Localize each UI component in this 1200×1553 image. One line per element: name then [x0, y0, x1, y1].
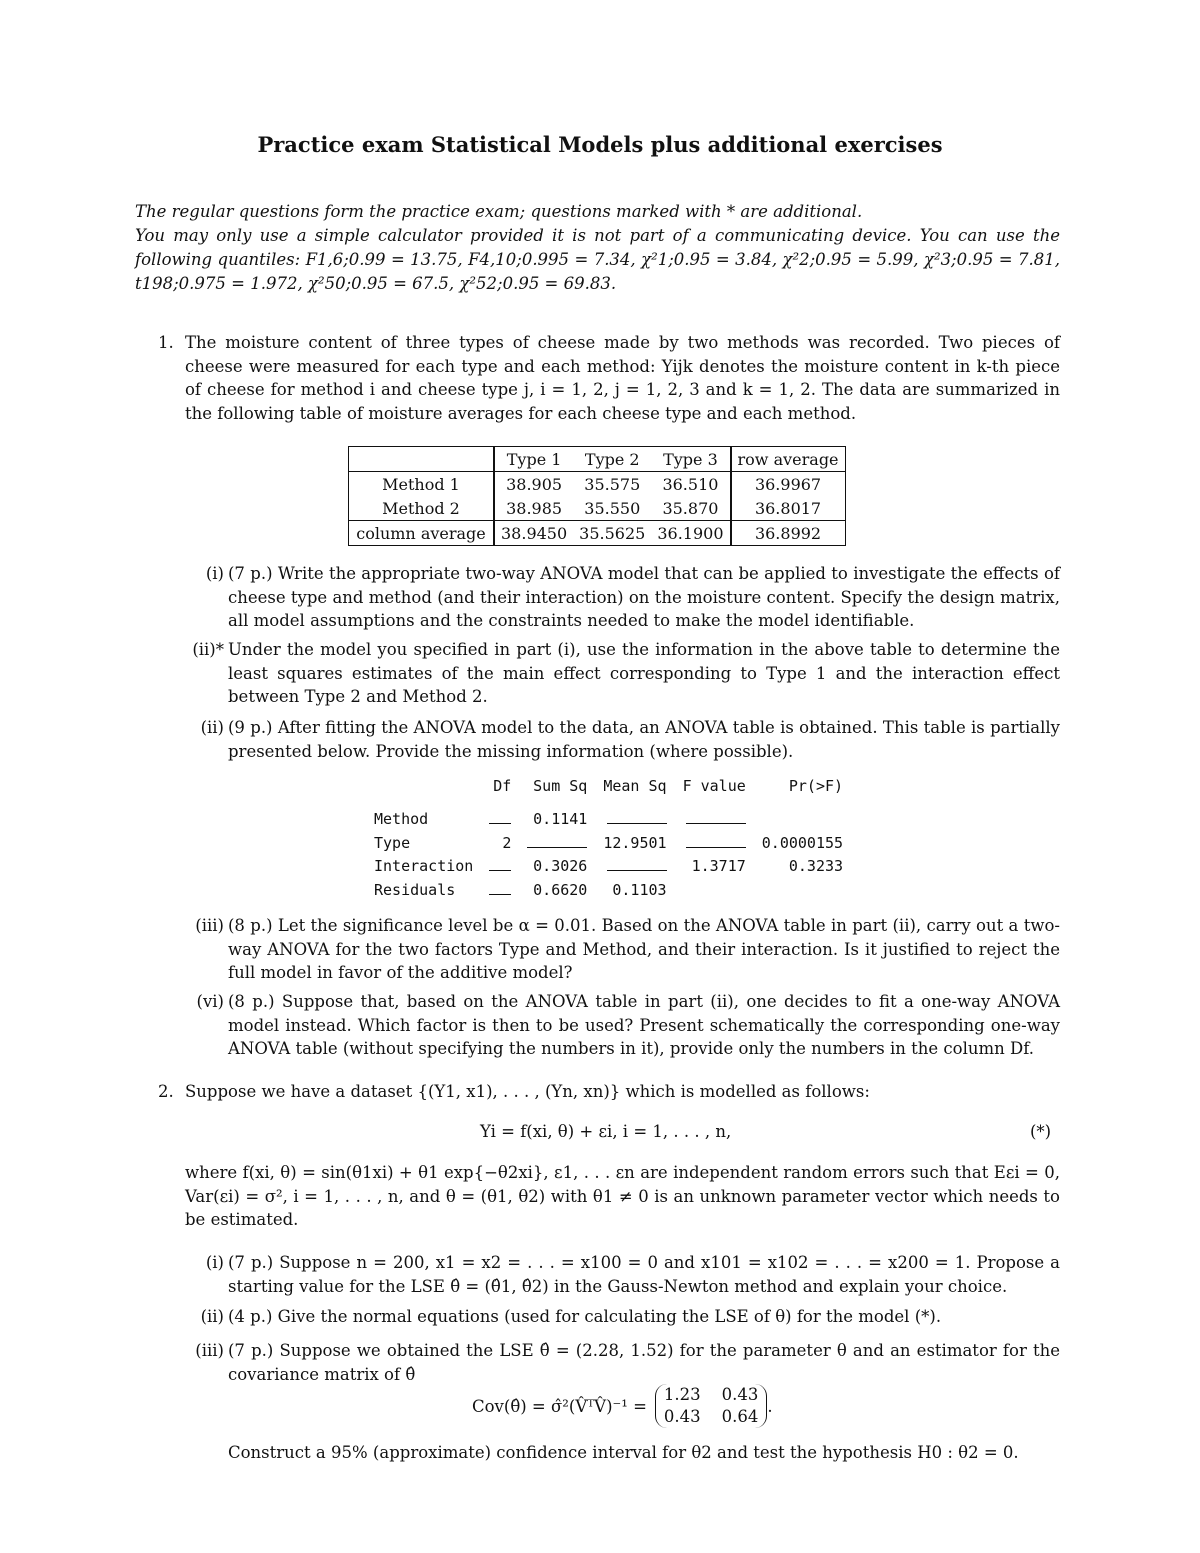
q1-part-ii: [178, 716, 1060, 763]
table-row: [349, 521, 846, 546]
table-cell: 36.510: [651, 472, 730, 497]
equation-tag: (*): [1030, 1122, 1052, 1141]
table-header: row average: [731, 447, 846, 472]
anova-blank: [481, 878, 519, 902]
anova-blank: [519, 831, 595, 855]
table-cell: column average: [349, 521, 495, 546]
part-text: Under the model you specified in part (i), use the information in the above table to determine the least squares estimates of the main effect corresponding to Type 1 and the interaction effect between Type 2 and Method 2.: [228, 640, 1060, 706]
moisture-table: [348, 446, 846, 546]
anova-cell: [675, 878, 754, 902]
anova-header: F value: [682, 776, 746, 795]
anova-blank: [675, 831, 754, 855]
part-text: (7 p.) Write the appropriate two-way ANOVA model that can be applied to investigate the effects of cheese type and method (and their interaction) on the moisture content. Specify the design matrix, all model assumptions and the constraints needed to make the model identifiable.: [228, 564, 1060, 630]
covariance-equation: [472, 1384, 773, 1428]
cov-lhs: Cov(θ̂) = σ̂²(V̂ᵀV̂)⁻¹ =: [472, 1396, 647, 1416]
part-text: (8 p.) Let the significance level be α = 0.01. Based on the ANOVA table in part (ii), carry out a two-way ANOVA for the two factors Type and Method, and their interaction. Is it justified to reject the full model in favor of the additive model?: [228, 916, 1060, 982]
anova-blank: [595, 855, 674, 879]
part-label: (vi): [196, 992, 224, 1011]
anova-header: Sum Sq: [533, 776, 588, 795]
part-label: (iii): [195, 1341, 224, 1360]
anova-cell: 0.3026: [533, 857, 588, 876]
table-row: [349, 496, 846, 521]
anova-blank: [595, 808, 674, 832]
question-2: [158, 1080, 1060, 1104]
question-number: 1.: [158, 333, 174, 352]
matrix-cell: 0.43: [663, 1407, 701, 1426]
q2-part-ii: [178, 1305, 1060, 1329]
q2-part-i: [178, 1251, 1060, 1298]
intro-text: [135, 200, 1060, 296]
table-header: [349, 447, 495, 472]
intro-line-1: The regular questions form the practice exam; questions marked with * are additional.: [135, 202, 863, 221]
anova-cell: 0.0000155: [761, 833, 844, 852]
q1-part-vi: [178, 990, 1060, 1061]
table-cell: 36.1900: [651, 521, 730, 546]
part-label: (iii): [195, 916, 224, 935]
anova-cell: 0.3233: [788, 857, 844, 876]
intro-line-2: You may only use a simple calculator provided it is not part of a communicating device. You can use the following quantiles:: [135, 226, 1060, 269]
anova-cell: 1.3717: [691, 857, 746, 876]
where-text: where f(xi, θ) = sin(θ1xi) + θ1 exp{−θ2xi}, ε1, . . . εn are independent random errors such that Eεi = 0, Var(εi) = σ², i = 1, . . . , n, and θ = (θ1, θ2) with θ1 ≠ 0 is an unknown parameter vector which needs to be estimated.: [185, 1163, 1060, 1229]
table-cell: 36.8017: [731, 496, 846, 521]
table-cell: 36.8992: [731, 521, 846, 546]
anova-cell: 0.1103: [612, 880, 667, 899]
question-1: [158, 331, 1060, 425]
q2-where: [158, 1161, 1060, 1232]
matrix-cell: 0.43: [721, 1385, 759, 1404]
table-header: Type 2: [584, 449, 640, 469]
intro-quantiles: F1,6;0.99 = 13.75, F4,10;0.995 = 7.34, χ²1;0.95 = 3.84, χ²2;0.95 = 5.99, χ²3;0.95 = 7.81, t198;0.975 = 1.972, χ²50;0.95 = 67.5, χ²52;0.95 = 69.83.: [135, 250, 1060, 293]
question-text: Suppose we have a dataset {(Y1, x1), . . . , (Yn, xn)} which is modelled as follows:: [185, 1082, 870, 1101]
anova-header: Pr(>F): [788, 776, 844, 795]
q1-part-ii-star: [178, 638, 1060, 709]
part-text: (8 p.) Suppose that, based on the ANOVA table in part (ii), one decides to fit a one-way ANOVA model instead. Which factor is then to be used? Present schematically the corresponding one-way ANOVA table (without specifying the numbers in it), provide only the numbers in the column Df.: [228, 992, 1060, 1058]
table-cell: Method 2: [382, 498, 460, 518]
part-text: (4 p.) Give the normal equations (used for calculating the LSE of θ) for the model (*).: [228, 1307, 942, 1326]
anova-table: [366, 774, 851, 902]
anova-row: [366, 831, 851, 855]
anova-cell: [754, 808, 851, 832]
anova-cell: Interaction: [374, 857, 474, 876]
covariance-matrix: [655, 1384, 767, 1428]
anova-cell: Method: [374, 810, 429, 829]
table-cell: 38.9450: [494, 521, 573, 546]
question-text: The moisture content of three types of cheese made by two methods was recorded. Two pieces of cheese were measured for each type and each method: Yijk denotes the moisture content in k-th piece of cheese for method i and cheese type j, i = 1, 2, j = 1, 2, 3 and k = 1, 2. The data are summarized in the following table of moisture averages for each cheese type and each method.: [185, 333, 1060, 423]
part-label: (ii): [200, 718, 224, 737]
anova-blank: [481, 855, 519, 879]
table-cell: 38.985: [494, 496, 573, 521]
matrix-cell: 1.23: [663, 1385, 701, 1404]
anova-cell: Type: [374, 833, 411, 852]
anova-cell: 0.6620: [533, 880, 588, 899]
table-cell: 35.870: [662, 498, 719, 518]
table-header-row: [349, 447, 846, 472]
anova-header: [366, 774, 481, 798]
anova-cell: Residuals: [374, 880, 456, 899]
table-cell: 38.905: [494, 472, 573, 497]
table-cell: 35.575: [573, 472, 651, 497]
anova-cell: [754, 878, 851, 902]
anova-cell: 12.9501: [603, 833, 667, 852]
part-label: (ii): [200, 1307, 224, 1326]
table-cell: Method 1: [349, 472, 495, 497]
page-title: Practice exam Statistical Models plus additional exercises: [257, 132, 943, 157]
anova-header: Df: [493, 776, 512, 795]
anova-row: [366, 855, 851, 879]
q1-part-iii: [178, 914, 1060, 985]
part-text: (7 p.) Suppose n = 200, x1 = x2 = . . . = x100 = 0 and x101 = x102 = . . . = x200 = 1. Propose a starting value for the LSE θ̂ = (θ̂1, θ̂2) in the Gauss-Newton method and explain your choice.: [228, 1253, 1060, 1296]
part-label: (i): [205, 564, 224, 583]
q2-part-iii: [178, 1339, 1060, 1386]
part-label: (i): [205, 1253, 224, 1272]
q2-final: [178, 1441, 1060, 1465]
final-text: Construct a 95% (approximate) confidence interval for θ2 and test the hypothesis H0 : θ2 = 0.: [228, 1443, 1019, 1462]
anova-blank: [675, 808, 754, 832]
table-cell: 36.9967: [731, 472, 846, 497]
part-text: (7 p.) Suppose we obtained the LSE θ̂ = (2.28, 1.52) for the parameter θ and an estimator for the covariance matrix of θ̂: [228, 1341, 1060, 1384]
part-label: (ii)*: [192, 640, 224, 659]
anova-row: [366, 878, 851, 902]
anova-cell: 2: [502, 833, 512, 852]
matrix-cell: 0.64: [721, 1407, 759, 1426]
table-cell: 35.550: [584, 498, 641, 518]
anova-header: Mean Sq: [603, 776, 667, 795]
part-text: (9 p.) After fitting the ANOVA model to the data, an ANOVA table is obtained. This table is partially presented below. Provide the missing information (where possible).: [228, 718, 1060, 761]
table-header: Type 1: [494, 447, 573, 472]
anova-blank: [481, 808, 519, 832]
table-header: Type 3: [663, 449, 718, 469]
q1-part-i: [178, 562, 1060, 633]
cov-end: .: [767, 1396, 773, 1416]
table-cell: 35.5625: [573, 521, 651, 546]
anova-header-row: [366, 774, 851, 798]
table-row: [349, 472, 846, 497]
anova-cell: 0.1141: [533, 810, 588, 829]
question-number: 2.: [158, 1082, 174, 1101]
anova-row: [366, 808, 851, 832]
model-equation: Yi = f(xi, θ) + εi, i = 1, . . . , n,: [480, 1122, 732, 1141]
